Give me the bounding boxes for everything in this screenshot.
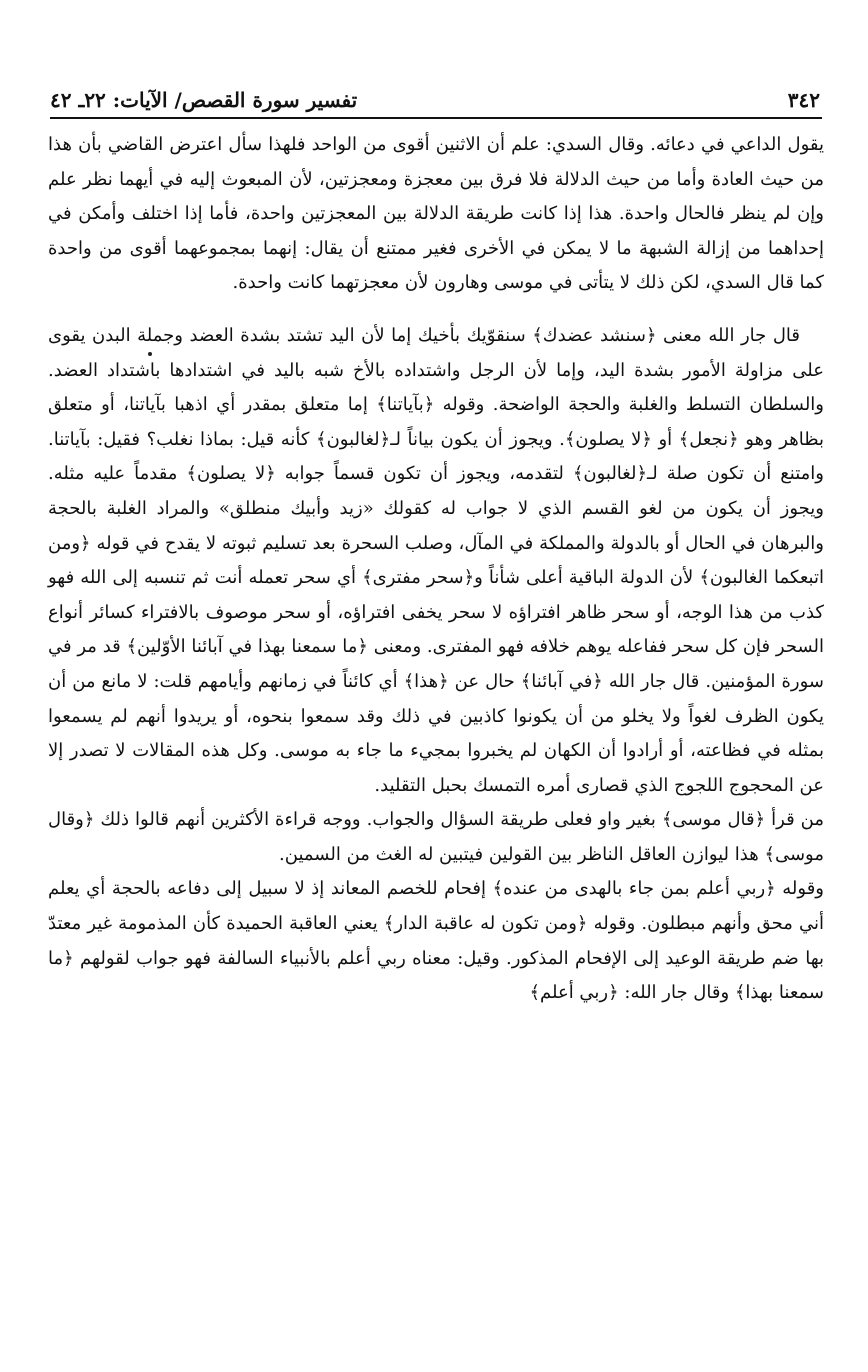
paragraph: من قرأ ﴿قال موسى﴾ بغير واو فعلى طريقة السؤال والجواب. ووجه قراءة الأكثرين أنهم قالوا ذلك ﴿وقال موسى﴾ هذا ليوازن العاقل الناظر بين القولين فيتبين له الغث من السمين. [48, 809, 824, 865]
page-number: ٣٤٢ [787, 88, 820, 112]
running-title: تفسير سورة القصص/ الآيات: ٢٢ـ ٤٢ [50, 88, 358, 112]
paragraph: قال جار الله معنى ﴿سنشد عضدك﴾ سنقوّيك بأخيك إما لأن اليد تشتد بشدة العضد وجملة البدن يقوى على مزاولة الأمور بشدة اليد، وإما لأن الرجل واشتداده بالأخ شبه باليد في اشتدادها باشتداد العضد. والسلطان التسلط والغلبة والحجة الواضحة. وقوله ﴿بآياتنا﴾ إما متعلق بمقدر أي اذهبا بآياتنا، أو متعلق بظاهر وهو ﴿نجعل﴾ أو ﴿لا يصلون﴾. ويجوز أن يكون بياناً لـ﴿لغالبون﴾ كأنه قيل: بماذا نغلب؟ فقيل: بآياتنا. وامتنع أن تكون صلة لـ﴿لغالبون﴾ لتقدمه، ويجوز أن تكون قسماً جوابه ﴿لا يصلون﴾ مقدماً عليه مثله. ويجوز أن يكون من لغو القسم الذي لا جواب له كقولك «زيد وأبيك منطلق» والمراد الغلبة بالحجة والبرهان في الحال أو بالدولة والمملكة في المآل، وصلب السحرة بعد تسليم ثبوته لا يقدح في قوله ﴿ومن اتبعكما الغالبون﴾ لأن الدولة الباقية أعلى شأناً و﴿سحر مفترى﴾ أي سحر تعمله أنت ثم تنسبه إلى الله فهو كذب من هذا الوجه، أو سحر ظاهر افتراؤه لا سحر يخفى افتراؤه، أو سحر موصوف بالافتراء كسائر أنواع السحر فإن كل سحر ففاعله يوهم خلافه فهو المفترى. ومعنى ﴿ما سمعنا بهذا في آبائنا الأوّلين﴾ قد مر في سورة المؤمنين. قال جار الله ﴿في آبائنا﴾ حال عن ﴿هذا﴾ أي كائناً في زمانهم وأيامهم قلت: لا مانع من أن يكون الظرف لغواً ولا يخلو من أن يكونوا كاذبين في ذلك وقد سمعوا بنحوه، أو يريدوا أنهم لم يسمعوا بمثله في فظاعته، أو أرادوا أن الكهان لم يخبروا بمجيء ما جاء به موسى. وكل هذه المقالات لا تصدر إلا عن المحجوج اللجوج الذي قصارى أمره التمسك بحبل التقليد. [48, 324, 824, 796]
page-body [48, 128, 824, 1011]
print-speck [148, 352, 152, 356]
paragraph: وقوله ﴿ربي أعلم بمن جاء بالهدى من عنده﴾ إفحام للخصم المعاند إذ لا سبيل إلى دفاعه بالحجة أي يعلم أني محق وأنهم مبطلون. وقوله ﴿ومن تكون له عاقبة الدار﴾ يعني العاقبة الحميدة كأن المذمومة غير معتدّ بها ضم طريقة الوعيد إلى الإفحام المذكور. وقيل: معناه ربي أعلم بالأنبياء السالفة فهو جواب لقولهم ﴿ما سمعنا بهذا﴾ وقال جار الله: ﴿ربي أعلم﴾ [48, 878, 824, 1004]
header-rule [50, 117, 822, 119]
paragraph: يقول الداعي في دعائه. وقال السدي: علم أن الاثنين أقوى من الواحد فلهذا سأل اعترض القاضي بأن هذا من حيث العادة وأما من حيث الدلالة فلا فرق بين معجزة ومعجزتين، لأن المبعوث إليه في أيهما نظر علم وإن لم ينظر فالحال واحدة. هذا إذا كانت طريقة الدلالة بين المعجزتين واحدة، فأما إذا اختلف وأمكن في إحداهما من إزالة الشبهة ما لا يمكن في الأخرى فغير ممتنع أن يقال: إنهما بمجموعهما أقوى من واحدة كما قال السدي، لكن ذلك لا يتأتى في موسى وهارون لأن معجزتهما كانت واحدة. [48, 134, 824, 294]
page-header [50, 80, 820, 114]
